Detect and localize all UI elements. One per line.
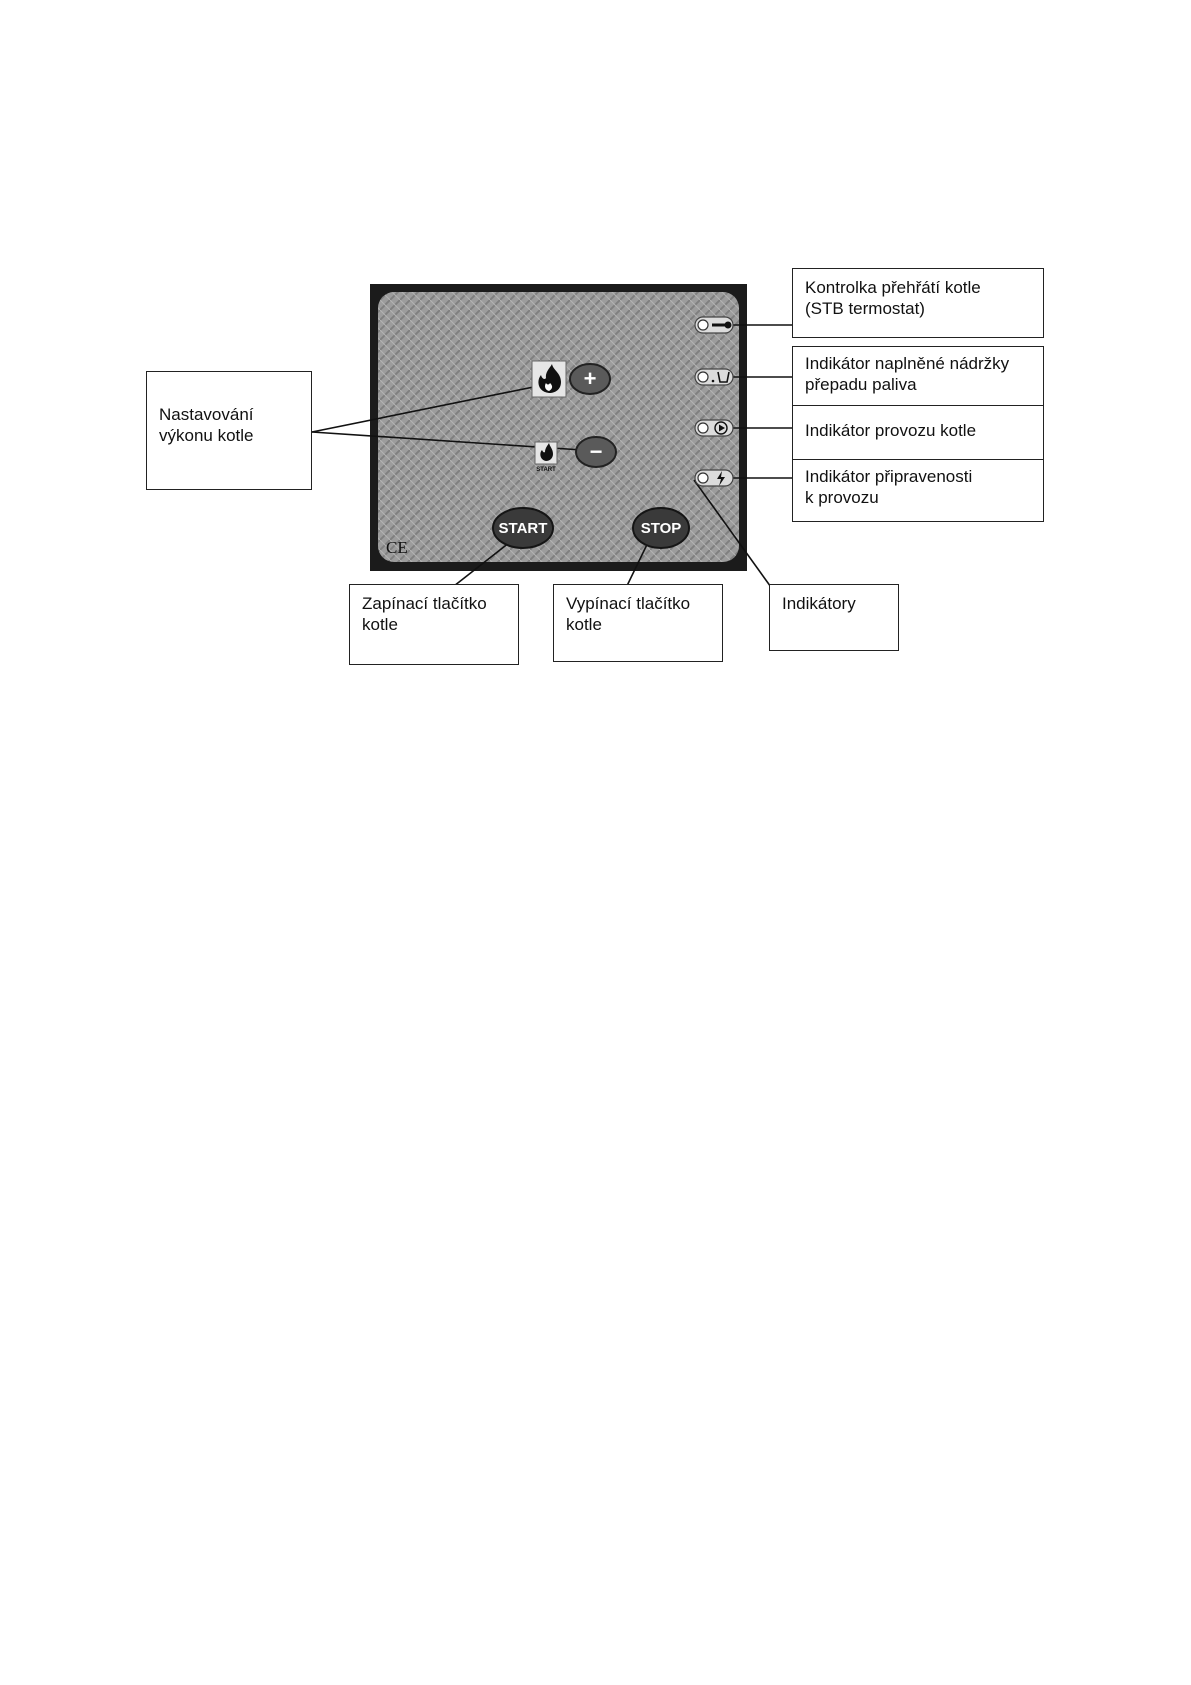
callout-power-setting-line1: Nastavování	[159, 405, 254, 424]
power-plus-button[interactable]	[570, 364, 610, 394]
callout-start-button-line1: Zapínací tlačítko	[362, 594, 487, 613]
ce-mark: CE	[386, 538, 408, 557]
flame-small-icon	[535, 442, 557, 473]
indicator-overheat	[695, 317, 733, 333]
callout-stop-button-line1: Vypínací tlačítko	[566, 594, 691, 613]
callout-indicators-line1: Indikátory	[782, 594, 856, 613]
power-minus-button[interactable]	[576, 437, 616, 467]
callout-overheat	[792, 268, 1044, 338]
plus-button-label: +	[583, 366, 597, 391]
callout-tank-full	[792, 346, 1044, 406]
callout-start-button	[349, 584, 519, 665]
stop-button-label: STOP	[640, 520, 682, 537]
callout-power-setting	[146, 371, 312, 490]
stop-button[interactable]	[633, 508, 689, 548]
callout-operation	[792, 405, 1044, 460]
start-button[interactable]	[493, 508, 553, 548]
minus-button-label: −	[589, 439, 603, 464]
callout-indicators	[769, 584, 899, 651]
callout-stop-button-line2: kotle	[566, 615, 602, 634]
callout-ready	[792, 459, 1044, 522]
callout-overheat-line2: (STB termostat)	[805, 299, 925, 318]
flame-large-icon	[532, 361, 566, 397]
callout-overheat-line1: Kontrolka přehřátí kotle	[805, 278, 981, 297]
indicator-tank-full	[695, 369, 733, 385]
callout-stop-button	[553, 584, 723, 662]
indicator-ready	[695, 470, 733, 486]
callout-tank-full-line2: přepadu paliva	[805, 375, 917, 394]
callout-ready-line2: k provozu	[805, 488, 879, 507]
callout-start-button-line2: kotle	[362, 615, 398, 634]
callout-ready-line1: Indikátor připravenosti	[805, 467, 973, 486]
indicator-operation	[695, 420, 733, 436]
callout-power-setting-line2: výkonu kotle	[159, 426, 254, 445]
small-icon-caption: START	[536, 467, 556, 473]
callout-tank-full-line1: Indikátor naplněné nádržky	[805, 354, 1010, 373]
callout-operation-line1: Indikátor provozu kotle	[805, 421, 977, 440]
start-button-label: START	[498, 520, 548, 537]
